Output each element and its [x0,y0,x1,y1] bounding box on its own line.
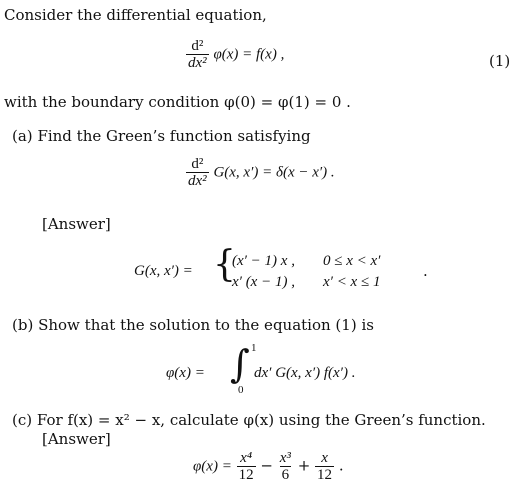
term-2-fraction [278,450,293,483]
part-b-label: (b) [12,316,34,334]
green-case-2-expr: x′ (x − 1) , [232,274,295,290]
term-3-numerator: x [321,450,328,466]
left-brace: { [213,244,236,285]
green-function-lhs: G(x, x′) = [134,263,193,279]
frac-numerator: d² [191,156,204,172]
term-2-numerator: x³ [279,450,291,466]
part-c-equation [193,450,344,483]
frac-denominator: dx² [188,173,207,189]
term-1-denominator: 12 [238,467,254,483]
part-c-text: For f(x) = x² − x, calculate φ(x) using the Green’s function. [36,411,486,429]
integral-lower-limit: 0 [238,384,244,396]
term-1-numerator: x⁴ [240,450,253,466]
problem-intro: Consider the differential equation, [4,6,267,24]
integral-sign: ∫ [230,342,250,386]
part-a-heading [12,127,311,145]
part-b-lhs: φ(x) = [166,365,205,381]
part-a-equation [186,156,335,189]
term-3-denominator: 12 [317,467,333,483]
part-c-label: (c) [12,411,33,429]
equation-1-rhs: φ(x) = f(x) , [213,46,285,63]
term-1-fraction [237,450,256,483]
equation-1-tag: (1) [489,52,511,70]
green-case-1-cond: 0 ≤ x < x′ [323,253,381,269]
part-a-label: (a) [12,127,33,145]
equation-1 [186,38,284,71]
term-3-fraction [315,450,334,483]
operator-minus: − [260,456,273,475]
integral-upper-limit: 1 [251,342,257,354]
part-b-heading [12,316,374,334]
term-2-denominator: 6 [281,467,290,483]
part-c-lhs: φ(x) = [193,458,232,475]
part-a-text: Find the Green’s function satisfying [37,127,311,145]
integrand: dx′ G(x, x′) f(x′) . [254,365,356,381]
part-c-answer-label: [Answer] [42,430,111,448]
part-a-equation-rhs: G(x, x′) = δ(x − x′) . [213,164,335,181]
d2-dx2-fraction [186,156,209,189]
part-a-answer-label: [Answer] [42,215,111,233]
operator-plus: + [297,456,311,475]
part-c-heading [12,411,486,429]
frac-denominator: dx² [188,55,207,71]
d2-dx2-fraction [186,38,209,71]
green-case-2-cond: x′ < x ≤ 1 [323,274,381,290]
part-b-text: Show that the solution to the equation (1) is [38,316,374,334]
green-case-1-expr: (x′ − 1) x , [232,253,295,269]
frac-numerator: d² [191,38,204,54]
green-function-end: . [423,262,428,280]
boundary-condition: with the boundary condition φ(0) = φ(1) = 0 . [4,93,351,111]
part-c-end: . [338,456,344,475]
